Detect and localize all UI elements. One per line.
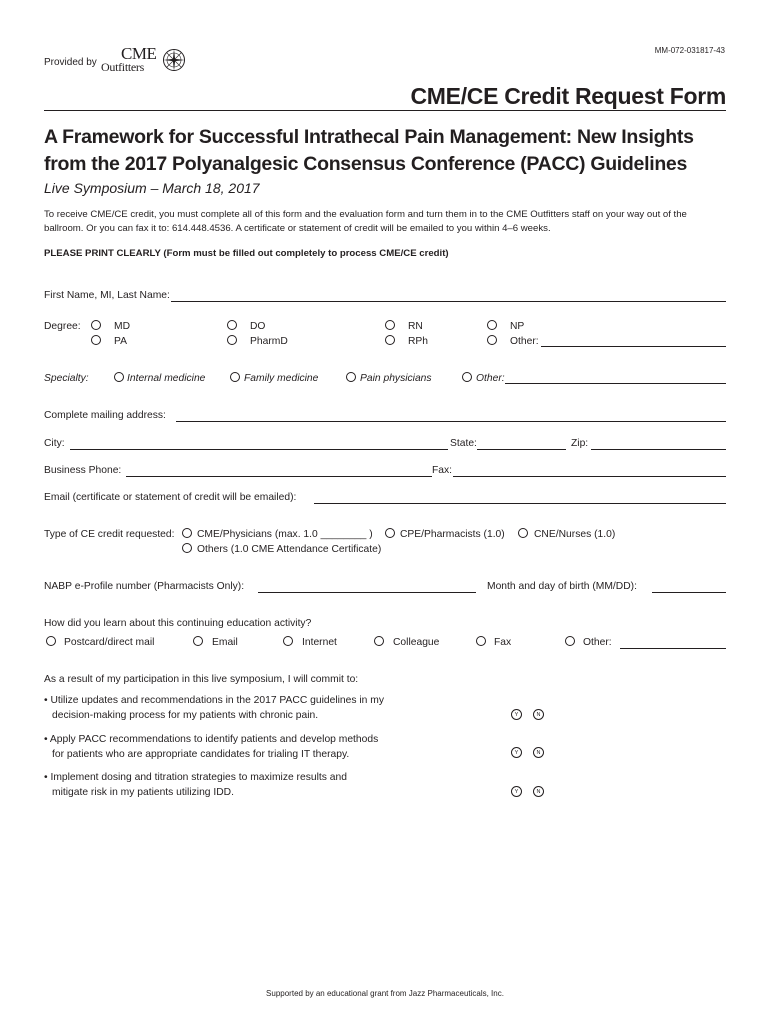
learn-postcard-label: Postcard/direct mail (64, 637, 155, 648)
commitment-3-line1: • Implement dosing and titration strategies to maximize results and (44, 772, 347, 783)
state-label: State: (450, 438, 477, 449)
commitment-3-line2: mitigate risk in my patients utilizing IDD. (52, 786, 234, 798)
degree-md-radio[interactable] (91, 320, 101, 330)
learn-other-field[interactable] (620, 648, 726, 649)
ce-others-radio[interactable] (182, 543, 192, 553)
logo-line2: Outfitters (101, 60, 144, 74)
learn-other-label: Other: (583, 637, 612, 648)
degree-md-label: MD (114, 321, 131, 332)
header-rule (44, 110, 726, 111)
name-label: First Name, MI, Last Name: (44, 290, 170, 301)
degree-do-label: DO (250, 321, 266, 332)
specialty-internal-label: Internal medicine (127, 373, 206, 384)
commitment-1-yes-radio[interactable]: Y (511, 709, 522, 720)
email-field[interactable] (314, 503, 726, 504)
commitment-3-no-radio[interactable]: N (533, 786, 544, 797)
learn-fax-radio[interactable] (476, 636, 486, 646)
zip-label: Zip: (571, 438, 589, 449)
business-phone-field[interactable] (126, 476, 432, 477)
degree-other-label: Other: (510, 336, 539, 347)
learn-colleague-label: Colleague (393, 637, 440, 648)
cme-outfitters-logo (101, 44, 191, 78)
activity-title-line2: from the 2017 Polyanalgesic Consensus Conference (PACC) Guidelines (44, 153, 688, 175)
degree-pa-radio[interactable] (91, 335, 101, 345)
instructions-line1: To receive CME/CE credit, you must complete all of this form and the evaluation form and turn them in to the CME Outfitters staff on your way out of the (44, 209, 687, 220)
commitment-1-line1: • Utilize updates and recommendations in the 2017 PACC guidelines in my (44, 695, 384, 706)
degree-rn-label: RN (408, 321, 423, 332)
symposium-date: Live Symposium – March 18, 2017 (44, 180, 260, 196)
ce-physicians-radio[interactable] (182, 528, 192, 538)
degree-other-radio[interactable] (487, 335, 497, 345)
degree-label: Degree: (44, 321, 81, 332)
footer-grant-notice: Supported by an educational grant from Jazz Pharmaceuticals, Inc. (266, 989, 504, 998)
activity-title (44, 124, 744, 178)
commitment-2-line2: for patients who are appropriate candidates for trialing IT therapy. (52, 748, 350, 760)
document-id: MM-072-031817-43 (654, 46, 725, 55)
specialty-internal-radio[interactable] (114, 372, 124, 382)
ce-nurses-radio[interactable] (518, 528, 528, 538)
learn-fax-label: Fax (494, 637, 512, 648)
ce-physicians-label: CME/Physicians (max. 1.0 ________ ) (197, 529, 373, 540)
specialty-other-radio[interactable] (462, 372, 472, 382)
nabp-field[interactable] (258, 592, 476, 593)
specialty-pain-label: Pain physicians (360, 373, 432, 384)
specialty-pain-radio[interactable] (346, 372, 356, 382)
degree-other-field[interactable] (541, 346, 726, 347)
fax-label: Fax: (432, 465, 453, 476)
commitment-2 (44, 733, 424, 762)
commitment-2-yes-radio[interactable]: Y (511, 747, 522, 758)
fax-field[interactable] (453, 476, 726, 477)
degree-pharmd-label: PharmD (250, 336, 288, 347)
commitment-2-no-radio[interactable]: N (533, 747, 544, 758)
degree-rph-radio[interactable] (385, 335, 395, 345)
instructions (44, 208, 734, 235)
state-field[interactable] (477, 449, 566, 450)
degree-np-label: NP (510, 321, 525, 332)
nabp-label: NABP e-Profile number (Pharmacists Only): (44, 581, 245, 592)
specialty-other-label: Other: (476, 373, 505, 384)
city-field[interactable] (70, 449, 448, 450)
ce-type-label: Type of CE credit requested: (44, 529, 175, 540)
degree-pa-label: PA (114, 336, 127, 347)
city-label: City: (44, 438, 65, 449)
commit-intro: As a result of my participation in this live symposium, I will commit to: (44, 674, 359, 685)
provided-by-label: Provided by (44, 57, 97, 68)
learn-colleague-radio[interactable] (374, 636, 384, 646)
logo-line1: CME (121, 44, 157, 63)
specialty-family-label: Family medicine (244, 373, 319, 384)
email-label: Email (certificate or statement of credit will be emailed): (44, 492, 297, 503)
ce-pharmacists-radio[interactable] (385, 528, 395, 538)
learn-email-label: Email (212, 637, 238, 648)
degree-do-radio[interactable] (227, 320, 237, 330)
instructions-line2: ballroom. Or you can fax it to: 614.448.4536. A certificate or statement of credit will be emailed to you within 4–6 weeks. (44, 222, 551, 234)
commitment-1-no-radio[interactable]: N (533, 709, 544, 720)
zip-field[interactable] (591, 449, 726, 450)
learn-postcard-radio[interactable] (46, 636, 56, 646)
dob-field[interactable] (652, 592, 726, 593)
name-field[interactable] (171, 301, 726, 302)
learn-label: How did you learn about this continuing education activity? (44, 618, 312, 629)
commitment-1 (44, 694, 424, 723)
ce-others-label: Others (1.0 CME Attendance Certificate) (197, 544, 382, 555)
compass-icon (162, 48, 186, 72)
mailing-address-label: Complete mailing address: (44, 410, 166, 421)
learn-internet-label: Internet (302, 637, 337, 648)
degree-rph-label: RPh (408, 336, 429, 347)
degree-rn-radio[interactable] (385, 320, 395, 330)
commitment-3 (44, 771, 424, 800)
activity-title-line1: A Framework for Successful Intrathecal Pain Management: New Insights (44, 126, 694, 148)
degree-pharmd-radio[interactable] (227, 335, 237, 345)
business-phone-label: Business Phone: (44, 465, 122, 476)
ce-nurses-label: CNE/Nurses (1.0) (534, 529, 616, 540)
print-notice: PLEASE PRINT CLEARLY (Form must be filled out completely to process CME/CE credit) (44, 248, 449, 259)
dob-label: Month and day of birth (MM/DD): (487, 581, 637, 592)
commitment-3-yes-radio[interactable]: Y (511, 786, 522, 797)
specialty-family-radio[interactable] (230, 372, 240, 382)
commitment-1-line2: decision-making process for my patients with chronic pain. (52, 709, 319, 721)
specialty-label: Specialty: (44, 373, 89, 384)
specialty-other-field[interactable] (505, 383, 726, 384)
learn-other-radio[interactable] (565, 636, 575, 646)
form-title: CME/CE Credit Request Form (410, 83, 726, 109)
mailing-address-field[interactable] (176, 421, 726, 422)
degree-np-radio[interactable] (487, 320, 497, 330)
learn-email-radio[interactable] (193, 636, 203, 646)
ce-pharmacists-label: CPE/Pharmacists (1.0) (400, 529, 505, 540)
learn-internet-radio[interactable] (283, 636, 293, 646)
commitment-2-line1: • Apply PACC recommendations to identify patients and develop methods (44, 734, 379, 745)
